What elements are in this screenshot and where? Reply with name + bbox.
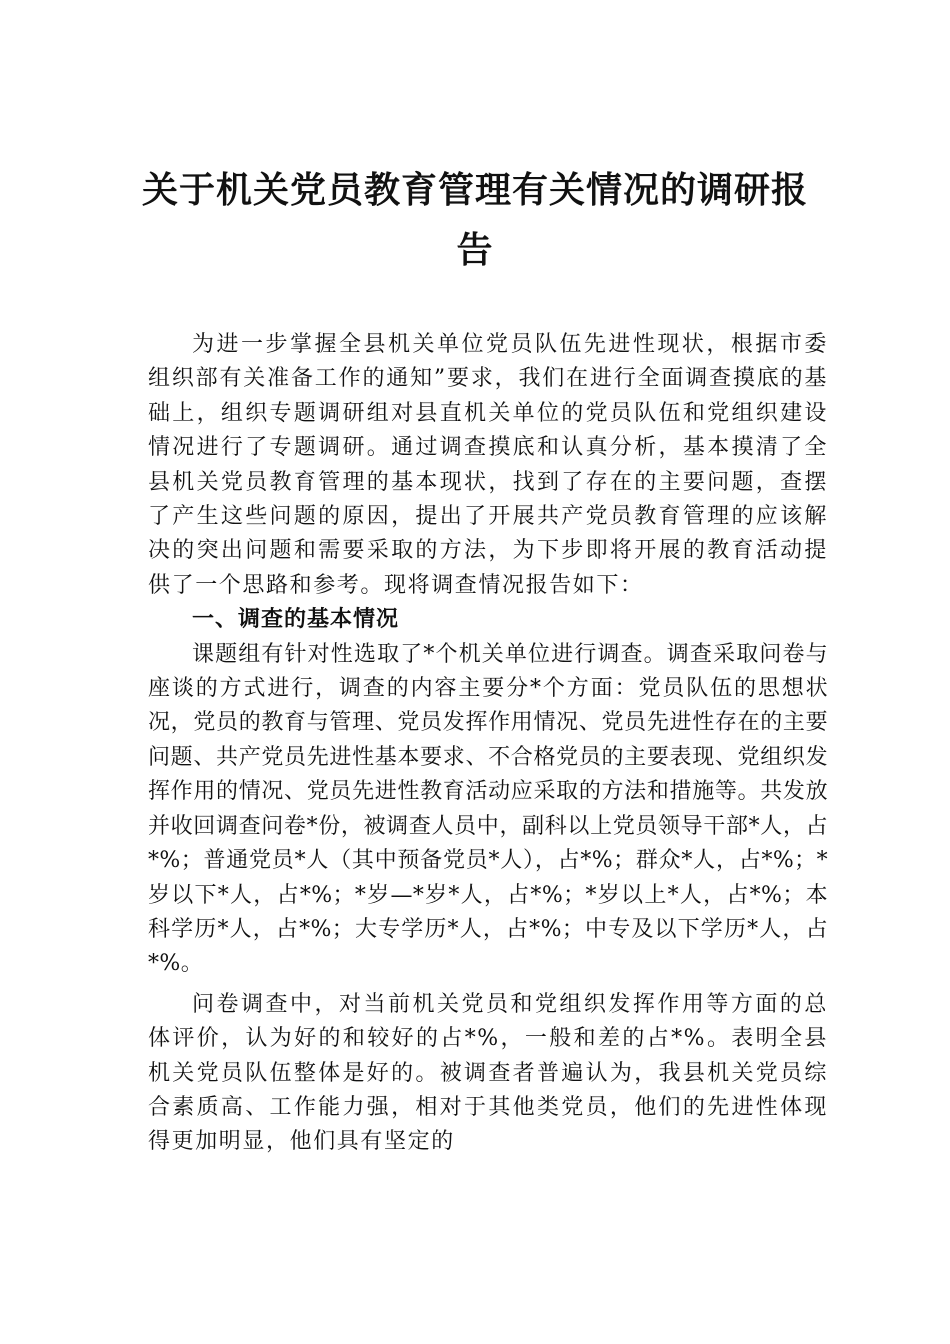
title-line-2: 告 bbox=[456, 229, 494, 271]
evaluation-paragraph: 问卷调查中，对当前机关党员和党组织发挥作用等方面的总体评价，认为好的和较好的占*%，一般和差的占*%。表明全县机关党员队伍整体是好的。被调查者普遍认为，我县机关党员综合素质高、工作能力强，相对于其他类党员，他们的先进性体现得更加明显，他们具有坚定的 bbox=[148, 991, 828, 1155]
document-body bbox=[148, 328, 828, 1160]
survey-paragraph: 课题组有针对性选取了*个机关单位进行调查。调查采取问卷与座谈的方式进行，调查的内容主要分*个方面：党员队伍的思想状况，党员的教育与管理、党员发挥作用情况、党员先进性存在的主要问题、共产党员先进性基本要求、不合格党员的主要表现、党组织发挥作用的情况、党员先进性教育活动应采取的方法和措施等。共发放并收回调查问卷*份，被调查人员中，副科以上党员领导干部*人，占*%；普通党员*人（其中预备党员*人），占*%；群众*人，占*%；*岁以下*人，占*%；*岁—*岁*人，占*%；*岁以上*人，占*%；本科学历*人，占*%；大专学历*人，占*%；中专及以下学历*人，占*%。 bbox=[148, 641, 828, 977]
section-1-heading: 一、调查的基本情况 bbox=[192, 607, 400, 633]
document-title bbox=[120, 160, 830, 280]
title-line-1: 关于机关党员教育管理有关情况的调研报 bbox=[141, 169, 808, 211]
intro-paragraph: 为进一步掌握全县机关单位党员队伍先进性现状，根据市委组织部有关准备工作的通知”要求，我们在进行全面调查摸底的基础上，组织专题调研组对县直机关单位的党员队伍和党组织建设情况进行了专题调研。通过调查摸底和认真分析，基本摸清了全县机关党员教育管理的基本现状，找到了存在的主要问题，查摆了产生这些问题的原因，提出了开展共产党员教育管理的应该解决的突出问题和需要采取的方法，为下步即将开展的教育活动提供了一个思路和参考。现将调查情况报告如下： bbox=[148, 332, 828, 598]
